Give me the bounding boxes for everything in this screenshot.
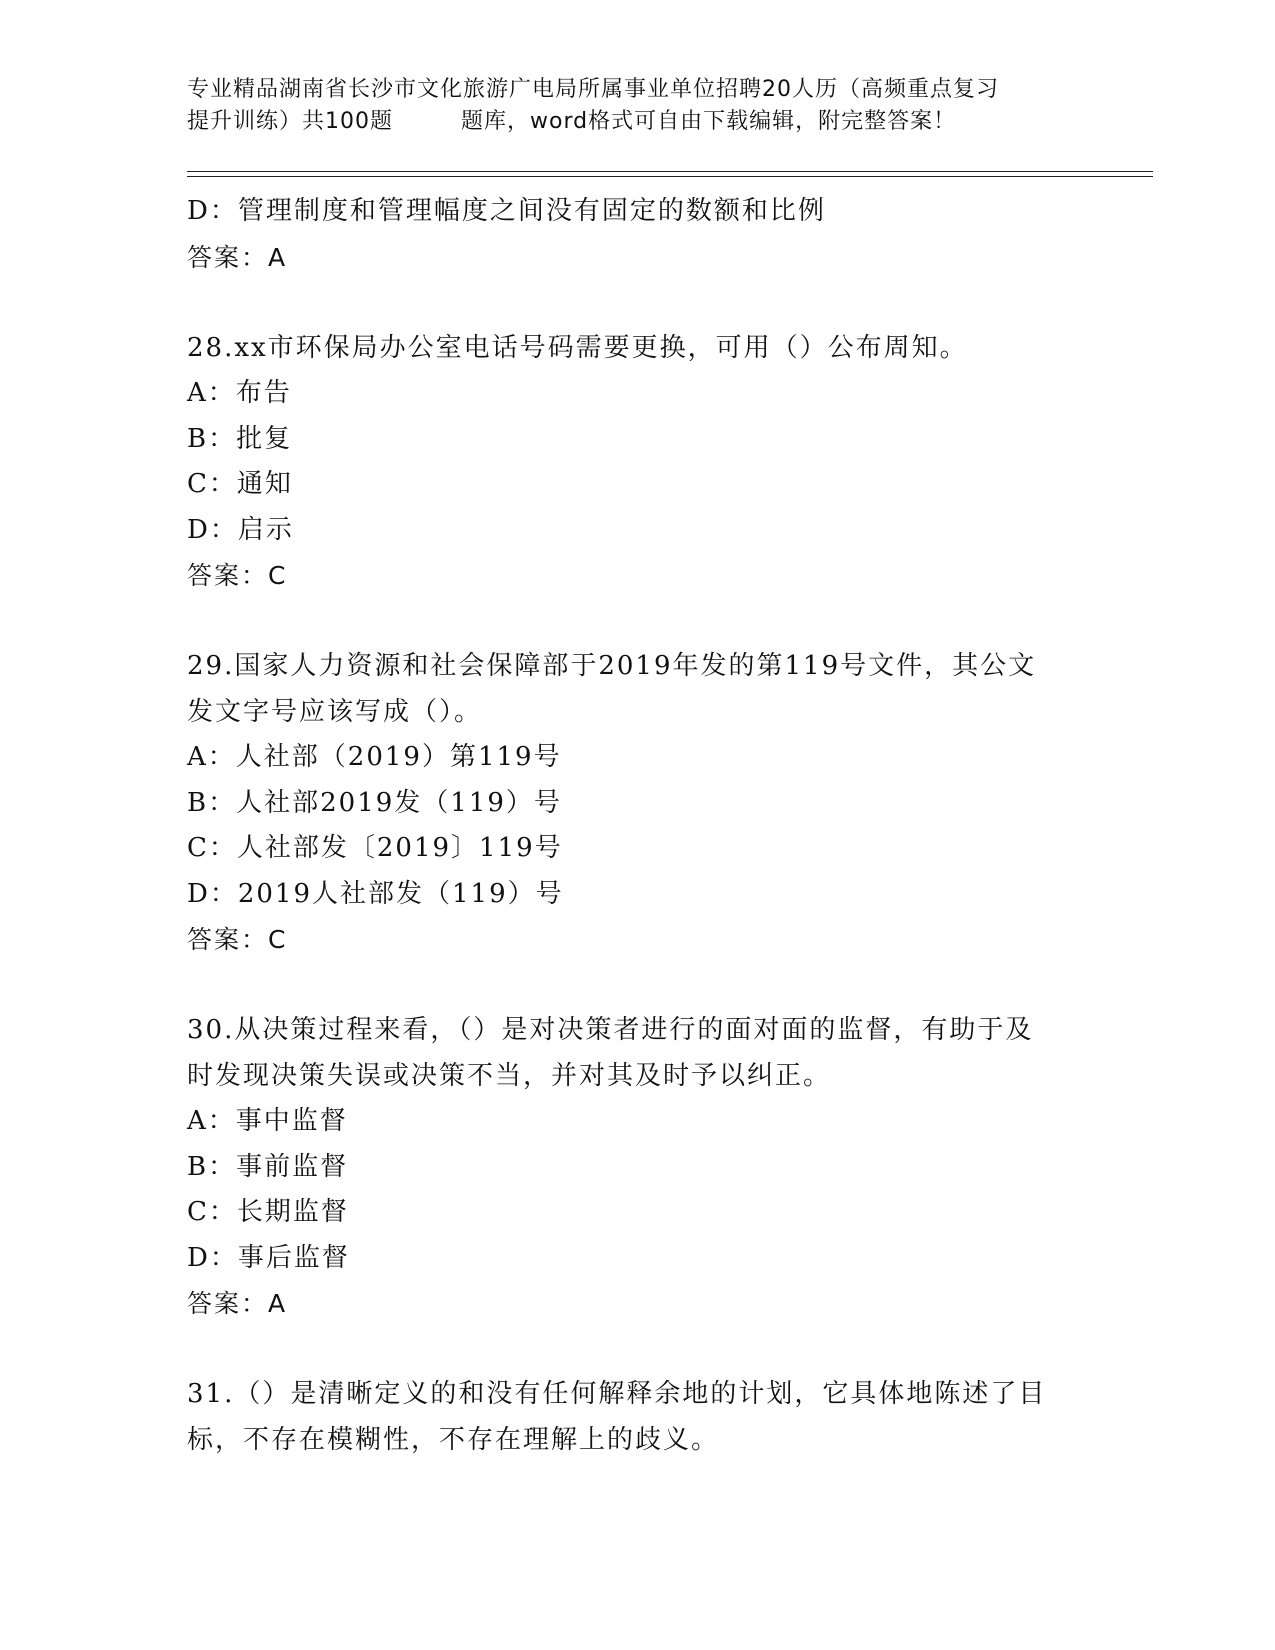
answer-line: 答案：A — [187, 242, 288, 272]
question-stem-line-2: 标，不存在模糊性，不存在理解上的歧义。 — [187, 1424, 720, 1455]
option-b: B：人社部2019发（119）号 — [187, 787, 562, 818]
option-a: A：布告 — [187, 378, 292, 408]
answer-line: 答案：C — [187, 925, 288, 954]
answer-line: 答案：A — [187, 1289, 288, 1318]
answer-line: 答案：C — [187, 561, 288, 590]
question-31 — [187, 1372, 1087, 1463]
question-29 — [187, 644, 1087, 963]
option-d: D：启示 — [187, 514, 294, 545]
question-stem-line-1: 30.从决策过程来看，（）是对决策者进行的面对面的监督，有助于及 — [187, 1015, 1034, 1045]
option-c: C：人社部发〔2019〕119号 — [187, 833, 563, 863]
header-line-2-part-b: 题库，word格式可自由下载编辑，附完整答案！ — [461, 109, 957, 134]
question-stem-line-2: 发文字号应该写成（）。 — [187, 696, 483, 727]
option-b: B：批复 — [187, 423, 293, 454]
previous-question-tail — [187, 189, 1087, 280]
question-stem-line-1: 29.国家人力资源和社会保障部于2019年发的第119号文件，其公文 — [187, 651, 1037, 681]
question-28 — [187, 326, 1087, 599]
header-line-2-part-a: 提升训练）共100题 — [187, 109, 393, 134]
question-stem: 28.xx市环保局办公室电话号码需要更换，可用（）公布周知。 — [187, 332, 968, 363]
option-d: D：事后监督 — [187, 1242, 350, 1273]
question-list — [187, 189, 1087, 1463]
option-a: A：事中监督 — [187, 1106, 348, 1136]
option-d: D：管理制度和管理幅度之间没有固定的数额和比例 — [187, 196, 826, 226]
option-b: B：事前监督 — [187, 1151, 349, 1182]
question-30 — [187, 1008, 1087, 1327]
option-c: C：通知 — [187, 469, 293, 499]
header-rule-bottom — [187, 176, 1153, 177]
header-line-2 — [187, 106, 1087, 138]
header-line-1: 专业精品湖南省长沙市文化旅游广电局所属事业单位招聘20人历（高频重点复习 — [187, 77, 999, 102]
option-c: C：长期监督 — [187, 1197, 349, 1227]
header-rule-top — [187, 171, 1153, 172]
question-stem-line-1: 31.（）是清晰定义的和没有任何解释余地的计划，它具体地陈述了目 — [187, 1379, 1047, 1409]
option-d: D：2019人社部发（119）号 — [187, 878, 564, 909]
document-header — [187, 74, 1087, 138]
question-stem-line-2: 时发现决策失误或决策不当，并对其及时予以纠正。 — [187, 1060, 832, 1091]
option-a: A：人社部（2019）第119号 — [187, 742, 562, 772]
